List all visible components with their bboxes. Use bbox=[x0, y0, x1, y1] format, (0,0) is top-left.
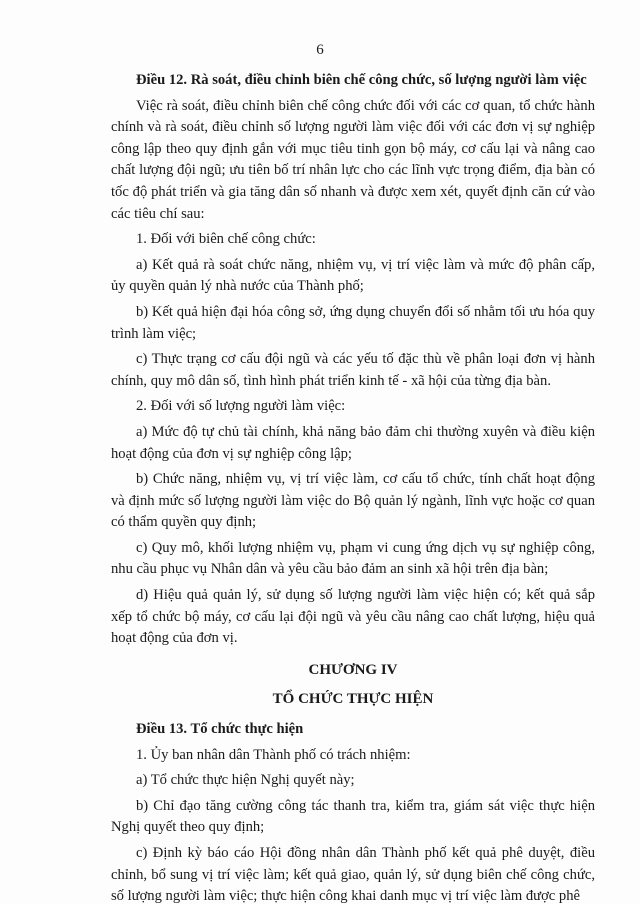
article-13-paragraph: a) Tổ chức thực hiện Nghị quyết này; bbox=[136, 772, 355, 789]
article-12-title: Điều 12. Rà soát, điều chỉnh biên chế công chức, số lượng người làm việc bbox=[136, 72, 587, 88]
article-12-paragraph: c) Quy mô, khối lượng nhiệm vụ, phạm vi cung ứng dịch vụ sự nghiệp công, nhu cầu phục vụ Nhân dân và yêu cầu bảo đảm an sinh xã hội trên địa bàn; bbox=[111, 539, 595, 578]
article-12-paragraph: c) Thực trạng cơ cấu đội ngũ và các yếu tố đặc thù về phân loại đơn vị hành chính, quy mô dân số, tình hình phát triển kinh tế - xã hội của từng địa bàn. bbox=[111, 351, 595, 389]
chapter-number: CHƯƠNG IV bbox=[308, 661, 398, 678]
page-number: 6 bbox=[316, 42, 324, 58]
article-13-paragraph: c) Định kỳ báo cáo Hội đồng nhân dân Thành phố kết quả phê duyệt, điều chỉnh, bổ sung vị trí việc làm; kết quả giao, quản lý, sử dụng biên chế công chức, số lượng người làm việc; thực hiện công khai danh mục vị trí việc làm được phê bbox=[111, 845, 595, 905]
article-12-paragraph: a) Kết quả rà soát chức năng, nhiệm vụ, vị trí việc làm và mức độ phân cấp, ủy quyền quản lý nhà nước của Thành phố; bbox=[111, 256, 595, 295]
article-13-paragraph: b) Chỉ đạo tăng cường công tác thanh tra, kiểm tra, giám sát việc thực hiện Nghị quyết theo quy định; bbox=[111, 797, 595, 836]
article-12-paragraph: b) Chức năng, nhiệm vụ, vị trí việc làm, cơ cấu tổ chức, tính chất hoạt động và định mức số lượng người làm việc do Bộ quản lý ngành, lĩnh vực hoặc cơ quan có thẩm quyền quy định; bbox=[111, 471, 595, 531]
article-13-paragraph: 1. Ủy ban nhân dân Thành phố có trách nhiệm: bbox=[136, 746, 411, 763]
article-12-paragraph: b) Kết quả hiện đại hóa công sở, ứng dụng chuyển đổi số nhằm tối ưu hóa quy trình làm việc; bbox=[111, 303, 595, 342]
article-12-paragraph: Việc rà soát, điều chỉnh biên chế công chức đối với các cơ quan, tổ chức hành chính và rà soát, điều chỉnh số lượng người làm việc đối với các đơn vị sự nghiệp công lập theo quy định gắn với mục tiêu tinh gọn bộ máy, cơ cấu lại và nâng cao chất lượng đội ngũ; ưu tiên bố trí nhân lực cho các lĩnh vực trọng điểm, địa bàn có tốc độ phát triển và gia tăng dân số nhanh và được xem xét, quyết định căn cứ vào các tiêu chí sau: bbox=[111, 97, 595, 222]
article-12-paragraph: a) Mức độ tự chủ tài chính, khả năng bảo đảm chi thường xuyên và điều kiện hoạt động của đơn vị sự nghiệp công lập; bbox=[111, 423, 595, 462]
article-12-paragraph: 2. Đối với số lượng người làm việc: bbox=[136, 398, 346, 415]
article-12-paragraph: d) Hiệu quả quản lý, sử dụng số lượng người làm việc hiện có; kết quả sắp xếp tổ chức bộ máy, cơ cấu lại đội ngũ và yêu cầu nâng cao chất lượng, hiệu quả hoạt động của đơn vị. bbox=[111, 587, 595, 647]
article-13-title: Điều 13. Tổ chức thực hiện bbox=[136, 721, 304, 738]
article-12-paragraph: 1. Đối với biên chế công chức: bbox=[136, 231, 316, 248]
chapter-title: TỔ CHỨC THỰC HIỆN bbox=[272, 691, 434, 708]
document-body bbox=[111, 70, 595, 912]
